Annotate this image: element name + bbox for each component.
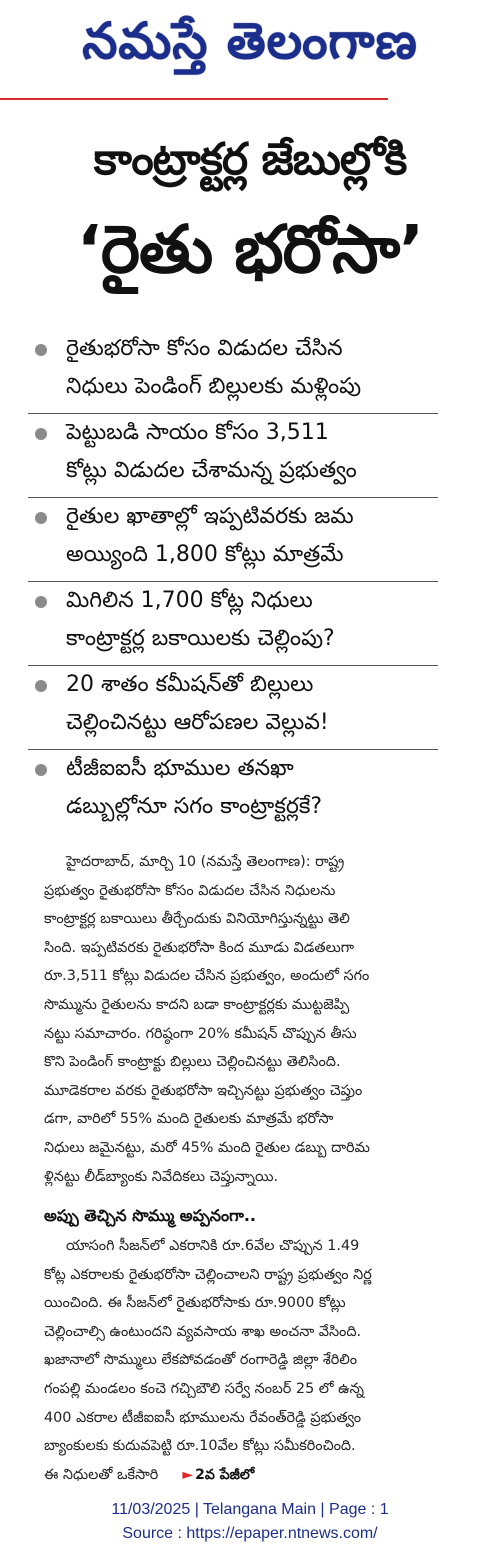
page-footer — [0, 1498, 500, 1546]
body-line: రూ.3,511 కోట్లు విడుదల చేసిన ప్రభుత్వం, అందులో సగం — [44, 968, 370, 985]
key-point — [28, 582, 438, 666]
bullet-icon — [35, 596, 47, 608]
body-line: సింది. ఇప్పటివరకు రైతుభరోసా కింద మూడు విడతలుగా — [44, 939, 355, 956]
key-point — [28, 750, 438, 834]
article-body-paragraph-2 — [44, 1232, 464, 1489]
key-point — [28, 330, 438, 414]
key-point-line: రైతుల ఖాతాల్లో ఇప్పటివరకు జమ — [66, 504, 354, 529]
body-line: 400 ఎకరాల టీజీఐఐసీ భూములను రేవంత్‌రెడ్డి ప్రభుత్వం — [44, 1409, 362, 1426]
key-point-line: రైతుభరోసా కోసం విడుదల చేసిన — [66, 336, 343, 361]
body-line: కొని పెండింగ్ కాంట్రాక్టు బిల్లులు చెల్లించినట్టు తెలిసింది. — [44, 1054, 341, 1071]
bullet-icon — [35, 764, 47, 776]
key-point-line: కాంట్రాక్టర్ల బకాయిలకు చెల్లింపు? — [66, 626, 335, 651]
body-line: కోట్ల ఎకరాలకు రైతుభరోసా చెల్లించాలని రాష్ట్ర ప్రభుత్వం నిర్ణ — [44, 1266, 372, 1283]
key-point-line: 20 శాతం కమీషన్‌తో బిల్లులు — [66, 672, 314, 697]
key-point — [28, 498, 438, 582]
body-line: మూడెకరాల వరకు రైతుభరోసా ఇచ్చినట్టు ప్రభుత్వం చెప్తుం — [44, 1082, 363, 1099]
bullet-icon — [35, 428, 47, 440]
continued-on-page-link[interactable] — [182, 1461, 254, 1490]
body-line-last — [44, 1461, 464, 1490]
footer-source: Source : https://epaper.ntnews.com/ — [122, 1525, 378, 1542]
headline-line-2: ‘రైతు భరోసా’ — [76, 211, 424, 288]
key-point-line: మిగిలిన 1,700 కోట్ల నిధులు — [66, 588, 313, 613]
key-point — [28, 666, 438, 750]
body-line: హైదరాబాద్, మార్చి 10 (నమస్తే తెలంగాణ): రాష్ట్ర — [66, 854, 345, 870]
body-line: ప్రభుత్వం రైతుభరోసా కోసం విడుదల చేసిన నిధులను — [44, 882, 336, 899]
bullet-icon — [35, 680, 47, 692]
article-subheading: అప్పు తెచ్చిన సొమ్ము అప్పనంగా.. — [44, 1206, 257, 1225]
body-line: ఖజానాలో సొమ్ములు లేకపోవడంతో రంగారెడ్డి జిల్లా శేరిలిం — [44, 1352, 358, 1369]
masthead — [0, 0, 500, 100]
key-point-line: పెట్టుబడి సాయం కోసం 3,511 — [66, 420, 329, 445]
newspaper-logo: నమస్తే తెలంగాణ — [82, 12, 418, 70]
bullet-icon — [35, 512, 47, 524]
body-line: యాసంగి సీజన్‌లో ఎకరానికి రూ.6వేల చొప్పున 1.49 — [66, 1238, 360, 1254]
body-line: గంపల్లి మండలం కంచె గచ్చిబౌలి సర్వే నంబర్ 25 లో ఉన్న — [44, 1380, 365, 1397]
key-point-line: కోట్లు విడుదల చేశామన్న ప్రభుత్వం — [66, 458, 357, 483]
body-line: యించింది. ఈ సీజన్‌లో రైతుభరోసాకు రూ.9000 కోట్లు — [44, 1295, 346, 1312]
footer-edition-info: 11/03/2025 | Telangana Main | Page : 1 — [111, 1501, 389, 1518]
body-line: సొమ్మును రైతులను కాదని బడా కాంట్రాక్టర్లకు ముట్టజెప్పి — [44, 996, 350, 1013]
continued-label: 2వ పేజీలో — [195, 1466, 255, 1483]
key-point-line: టీజీఐఐసీ భూముల తనఖా — [66, 756, 294, 781]
key-points-list — [28, 330, 438, 834]
body-line: బ్యాంకులకు కుదువపెట్టి రూ.10వేల కోట్లు సమీకరించింది. — [44, 1438, 356, 1455]
body-line: నిధులు జమైనట్టు, మరో 45% మంది రైతుల డబ్బు దారిమ — [44, 1139, 370, 1156]
bullet-icon — [35, 344, 47, 356]
key-point-line: డబ్బుల్లోనూ సగం కాంట్రాక్టర్లకే? — [66, 794, 323, 819]
article-body-paragraph-1 — [44, 848, 464, 1191]
body-line-text: ఈ నిధులతో ఒకేసారి — [44, 1466, 159, 1483]
body-line: కాంట్రాక్టర్ల బకాయిలు తీర్చేందుకు వినియోగిస్తున్నట్టు తెలి — [44, 911, 350, 928]
key-point-line: చెల్లించినట్టు ఆరోపణల వెల్లువ! — [66, 710, 329, 735]
key-point-line: అయ్యింది 1,800 కోట్లు మాత్రమే — [66, 542, 344, 567]
arrow-right-icon: ► — [182, 1466, 194, 1483]
masthead-divider — [0, 98, 388, 100]
key-point — [28, 414, 438, 498]
key-point-line: నిధులు పెండింగ్ బిల్లులకు మళ్లింపు — [66, 374, 362, 399]
body-line: ళ్లినట్టు లీడ్‌బ్యాంకు నివేదికలు చెప్తున్నాయి. — [44, 1168, 279, 1185]
headline-line-1: కాంట్రాక్టర్ల జేబుల్లోకి — [93, 134, 407, 185]
body-line: డగా, వారిలో 55% మంది రైతులకు మాత్రమే భరోసా — [44, 1111, 334, 1128]
body-line: చెల్లించాల్సి ఉంటుందని వ్యవసాయ శాఖ అంచనా వేసింది. — [44, 1323, 362, 1340]
body-line: నట్టు సమాచారం. గరిష్ఠంగా 20% కమీషన్ చొప్పున తీసు — [44, 1025, 357, 1042]
